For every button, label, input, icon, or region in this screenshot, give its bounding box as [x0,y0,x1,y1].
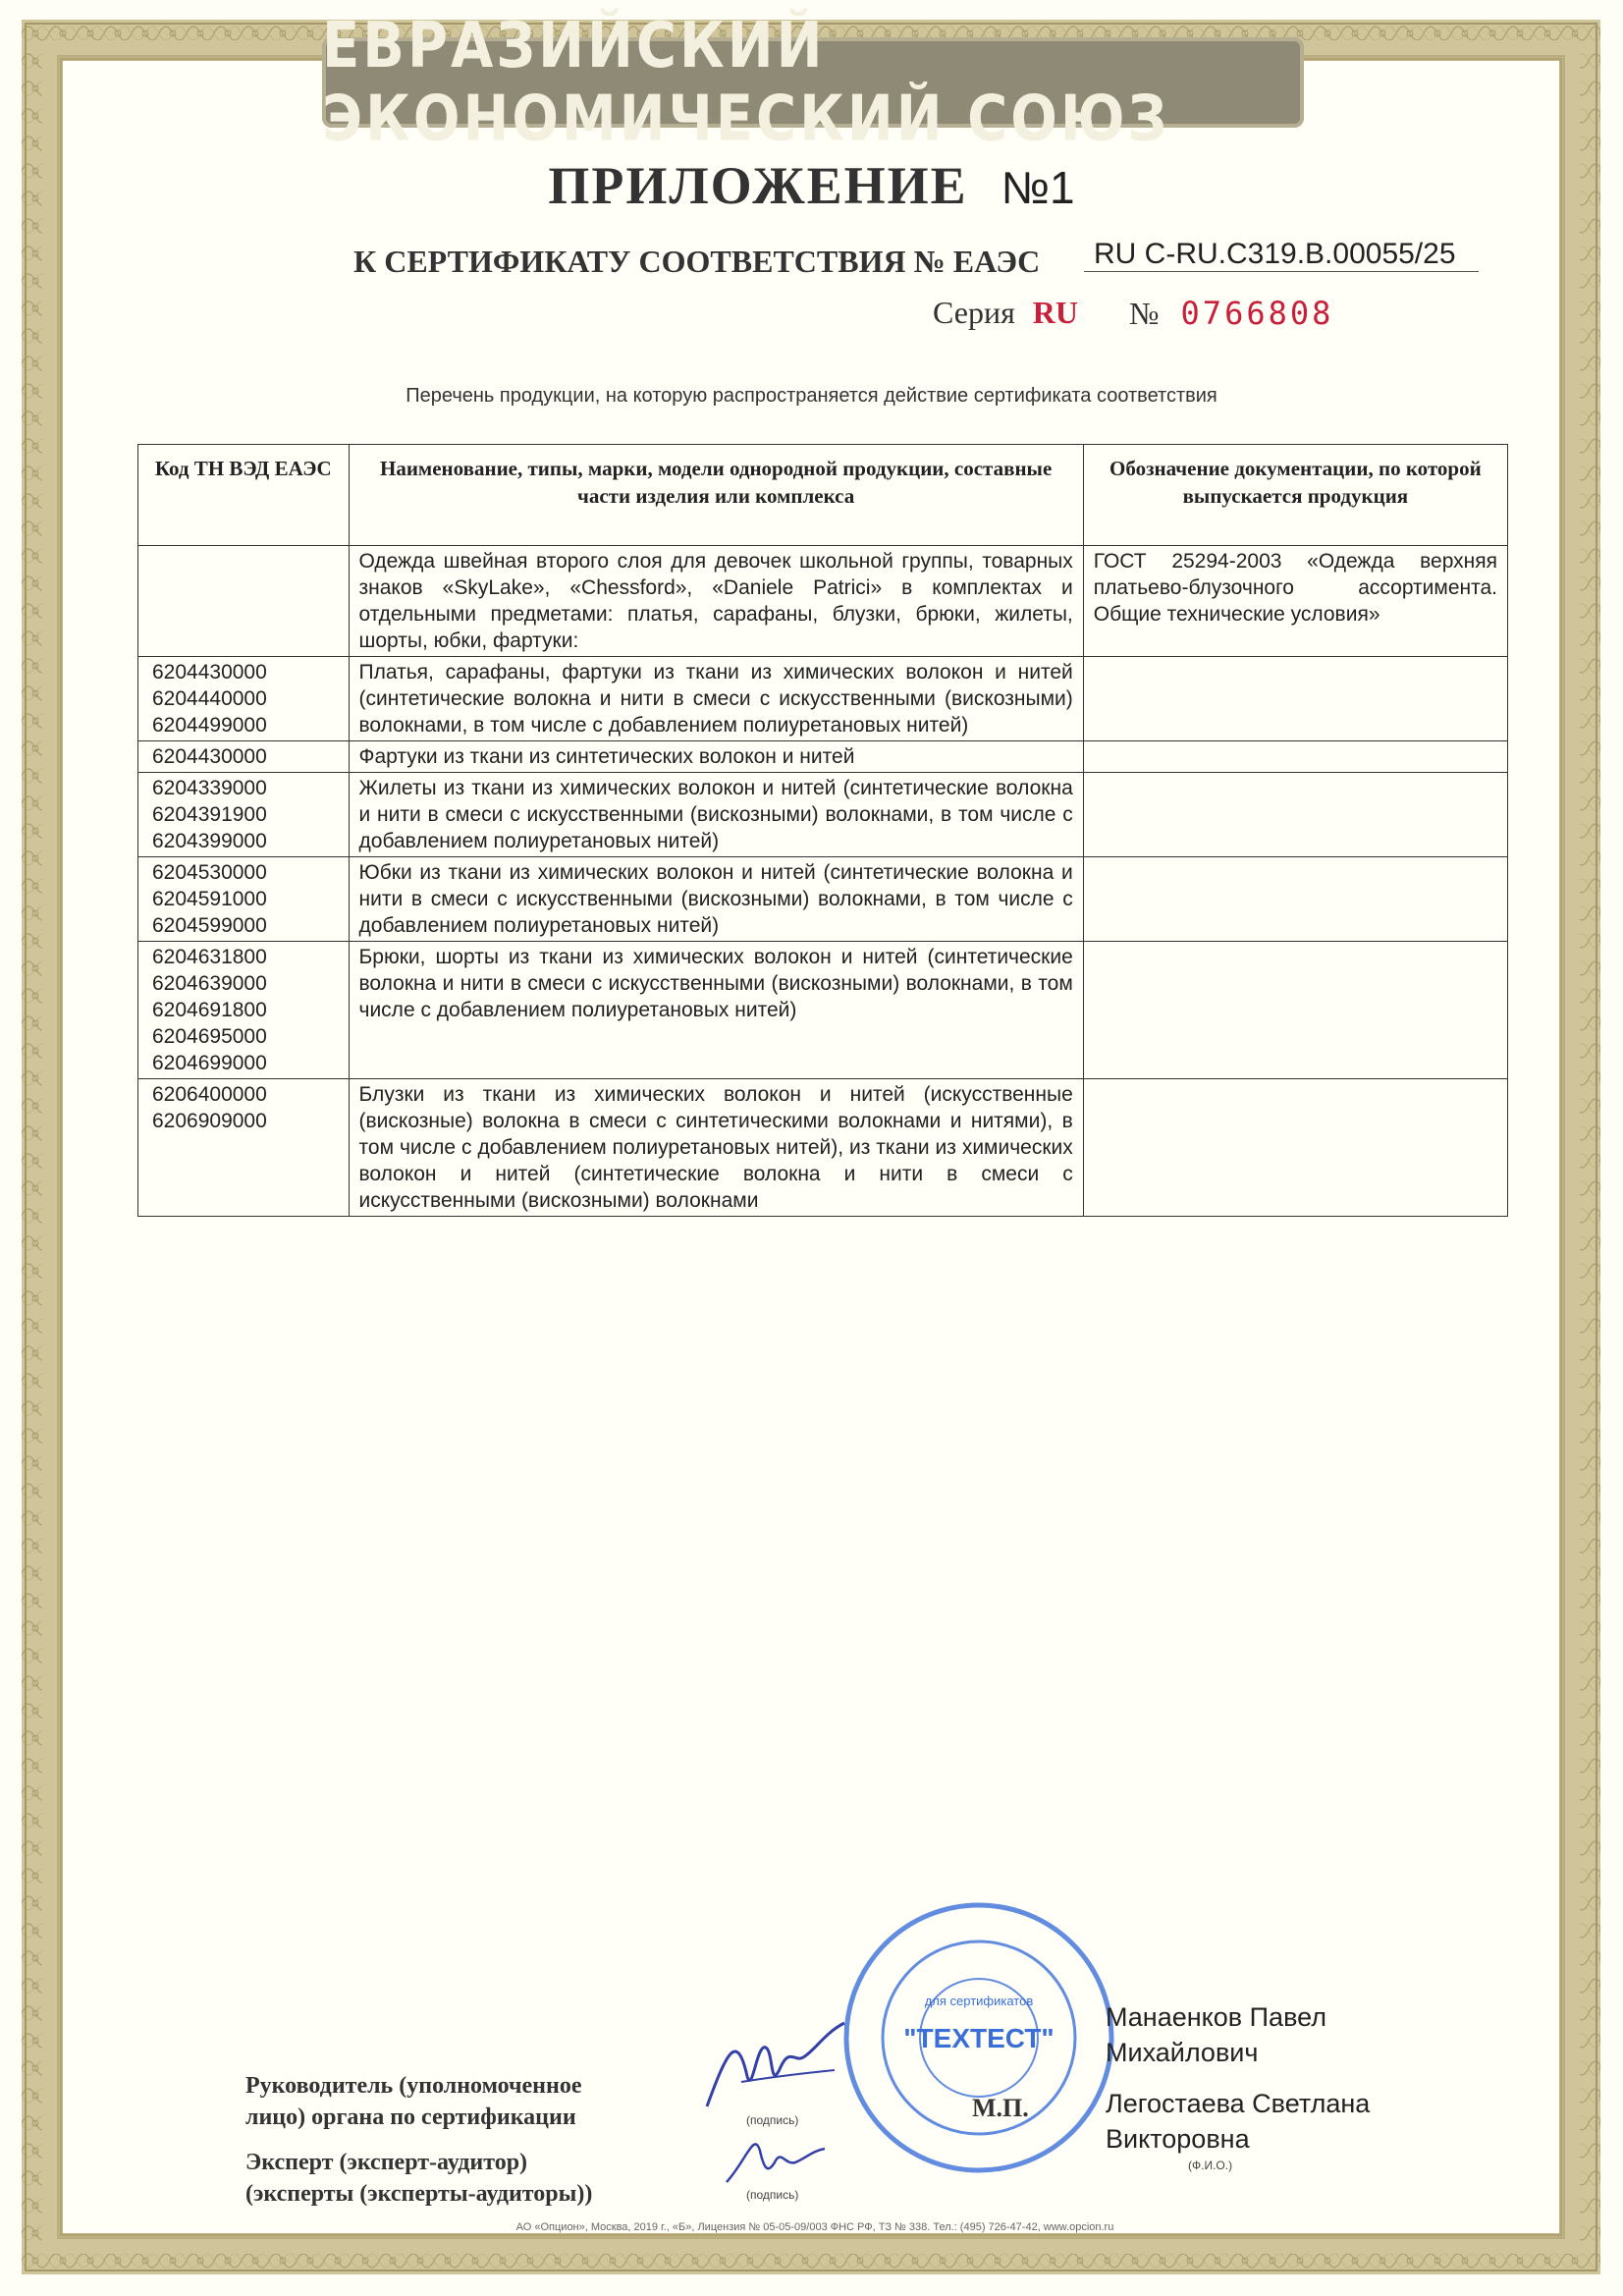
series-field [933,295,1078,331]
row-name: Платья, сарафаны, фартуки из ткани из химических волокон и нитей (синтетические волокна и нити в смеси с искусственными (вискозными) волокнами, в том числе с добавлением полиуретановых нитей) [349,657,1083,741]
expert-name-line1: Легостаева Светлана [1106,2089,1371,2118]
stamp-place-label: М.П. [972,2094,1029,2122]
row-doc [1083,773,1507,857]
serial-number-field [1129,295,1333,332]
row-doc [1083,741,1507,773]
row-doc [1083,857,1507,942]
stamp-center-text: "ТЕХТЕСТ" [903,2023,1055,2053]
head-signature-caption: (подпись) [746,2113,799,2127]
products-lead-text: Перечень продукции, на которую распространяется действие сертификата соответствия [406,385,1217,407]
table-row [138,546,1508,657]
union-banner [322,9,1304,156]
certificate-number: RU C-RU.C319.B.00055/25 [1084,238,1479,272]
fio-caption: (Ф.И.О.) [1188,2159,1233,2172]
row-code [138,546,350,657]
title-number: №1 [1001,162,1075,213]
table-header-row [138,445,1508,546]
header-code: Код ТН ВЭД ЕАЭС [138,445,350,546]
expert-label [245,2147,592,2210]
series-value: RU [1032,295,1078,330]
row-code: 6204631800 6204639000 6204691800 6204695000 6204699000 [138,942,350,1079]
row-name: Жилеты из ткани из химических волокон и нитей (синтетические волокна и нити в смеси с искусственными (вискозными) волокнами, в том числе с добавлением полиуретановых нитей) [349,773,1083,857]
expert-label-line1: Эксперт (эксперт-аудитор) [245,2150,528,2175]
organization-stamp [837,1895,1121,2180]
row-code: 6206400000 6206909000 [138,1079,350,1217]
expert-name [1106,2086,1370,2157]
head-name-line2: Михайлович [1106,2038,1259,2067]
title-text: ПРИЛОЖЕНИЕ [548,156,968,215]
expert-signature-caption: (подпись) [746,2188,799,2202]
row-code: 6204339000 6204391900 6204399000 [138,773,350,857]
row-doc [1083,1079,1507,1217]
row-doc: ГОСТ 25294-2003 «Одежда верхняя платьево-блузочного ассортимента. Общие технические условия» [1083,546,1507,657]
row-name: Юбки из ткани из химических волокон и нитей (синтетические волокна и нити в смеси с искусственными (вискозными) волокнами, в том числе с добавлением полиуретановых нитей) [349,857,1083,942]
page-title [0,155,1623,216]
certificate-label: К СЕРТИФИКАТУ СООТВЕТСТВИЯ № ЕАЭС [353,244,1041,279]
row-code: 6204430000 6204440000 6204499000 [138,657,350,741]
expert-signature [717,2121,835,2190]
serial-number-label: № [1129,296,1160,331]
series-label: Серия [933,295,1015,330]
header-doc: Обозначение документации, по которой выпускается продукция [1083,445,1507,546]
row-name: Блузки из ткани из химических волокон и нитей (искусственные (вискозные) волокна в смеси с синтетическими волокнами и нитями), в том числе с добавлением полиуретановых нитей), из ткани из химических волокон и нитей (синтетические волокна и нити в смеси с искусственными (вискозными) волокнами [349,1079,1083,1217]
serial-number-value: 0766808 [1180,295,1334,332]
table-row [138,942,1508,1079]
stamp-top-text: для сертификатов [924,1994,1034,2008]
products-table [137,444,1508,1217]
table-row [138,773,1508,857]
head-label-line1: Руководитель (уполномоченное [245,2073,582,2099]
head-name-line1: Манаенков Павел [1106,2002,1326,2032]
head-name [1106,1999,1326,2070]
row-doc [1083,942,1507,1079]
table-row [138,657,1508,741]
expert-label-line2: (эксперты (эксперты-аудиторы)) [245,2181,593,2207]
banner-text: ЕВРАЗИЙСКИЙ ЭКОНОМИЧЕСКИЙ СОЮЗ [322,9,1170,156]
row-name: Брюки, шорты из ткани из химических волокон и нитей (синтетические волокна и нити в смеси с искусственными (вискозными) волокнами, в том числе с добавлением полиуретановых нитей) [349,942,1083,1079]
row-doc [1083,657,1507,741]
head-label [245,2070,582,2133]
row-name: Фартуки из ткани из синтетических волокон и нитей [349,741,1083,773]
row-code: 6204530000 6204591000 6204599000 [138,857,350,942]
table-row [138,857,1508,942]
head-label-line2: лицо) органа по сертификации [245,2105,576,2130]
table-row [138,741,1508,773]
row-name: Одежда швейная второго слоя для девочек школьной группы, товарных знаков «SkyLake», «Chessford», «Daniele Patrici» в комплектах и отдельными предметами: платья, сарафаны, блузки, брюки, жилеты, шорты, юбки, фартуки: [349,546,1083,657]
row-code: 6204430000 [138,741,350,773]
table-row [138,1079,1508,1217]
header-name: Наименование, типы, марки, модели однородной продукции, составные части изделия или комплекса [349,445,1083,546]
printer-footer: АО «Опцион», Москва, 2019 г., «Б», Лицензия № 05-05-09/003 ФНС РФ, ТЗ № 338. Тел.: (495) 726-47-42, www.opcion.ru [515,2221,1114,2233]
expert-name-line2: Викторовна [1106,2124,1250,2154]
